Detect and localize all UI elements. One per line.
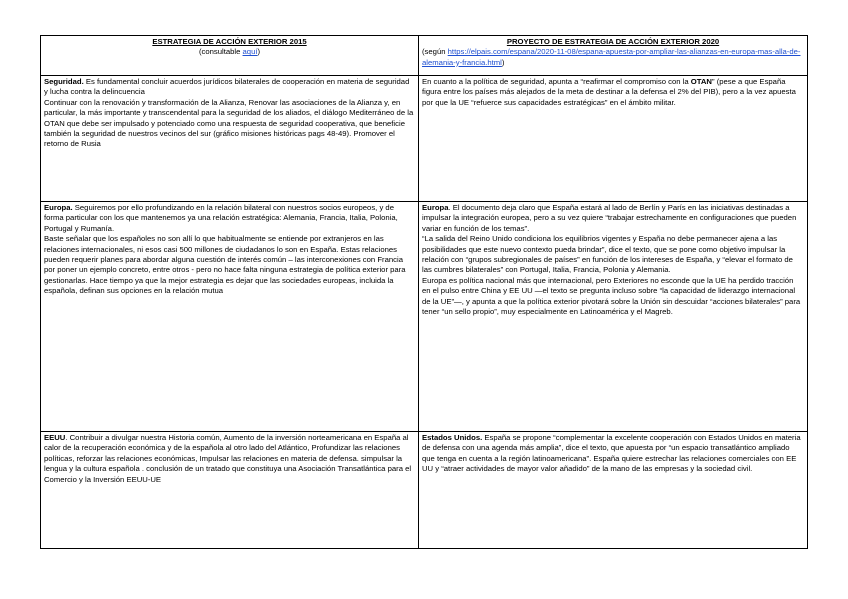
header-left-note-suffix: ): [257, 47, 261, 57]
europa-left-para1: [44, 203, 415, 234]
header-right-title: PROYECTO DE ESTRATEGIA DE ACCIÓN EXTERIOR 2020: [506, 37, 720, 46]
eeuu-left-text: . Contribuir a divulgar nuestra Historia común, Aumento de la inversión norteamericana en España al calor de la recuperación económica y de la española al otro lado del Atlántico, Profundizar las relaciones políticas, reforzar las relaciones económicas, Impulsar las relaciones en materia de defensa. simpulsar la lengua y la cultura española . conclusión de un tratado que constituya una Asociación Transatlántica para el Comercio y la Inversión EEUU-UE: [44, 433, 412, 484]
header-right-note-suffix: ): [501, 57, 505, 67]
header-row: [41, 36, 808, 76]
eeuu-right-cell: [419, 432, 808, 549]
europa-left-text: Seguiremos por ello profundizando en la relación bilateral con nuestros socios europeos, y de forma particular con los que mantenemos ya una relación estratégica: Alemania, Francia, Italia, Polonia, Portugal y Rumanía.: [44, 203, 398, 233]
header-right-cell: [419, 36, 808, 76]
europa-left-label: Europa.: [44, 203, 73, 212]
eeuu-left-label: EEUU: [44, 433, 66, 442]
row-seguridad: [41, 76, 808, 202]
seguridad-right-cell: [419, 76, 808, 202]
header-left-title: ESTRATEGIA DE ACCIÓN EXTERIOR 2015: [152, 37, 307, 46]
seguridad-right-bold: OTAN: [690, 77, 712, 86]
header-right-link[interactable]: https://elpais.com/espana/2020-11-08/espana-apuesta-por-ampliar-las-alianzas-en-europa-mas-alla-de-alemania-y-francia.html: [422, 47, 801, 67]
seguridad-right-text2: ” (pese a que España figura entre los países más alejados de la meta de destinar a la defensa el 2% del PIB), pero a la vez apuesta por que la UE “refuerce sus capacidades estratégicas” en el ámbito militar.: [422, 77, 796, 107]
seguridad-left-para1: [44, 77, 415, 98]
europa-right-para3: Europa es política nacional más que internacional, pero Exteriores no esconde que la UE ha perdido tracción en el pulso entre China y EE UU —el texto se pregunta incluso sobre “la capacidad de liderazgo internacional de la UE”—, y apunta a que la política exterior pivotará sobre la Unión sin descuidar “acciones bilaterales” para tener “un sello propio”, muy especialmente en Latinoamérica y el Magreb.: [422, 275, 801, 317]
europa-left-para2: Baste señalar que los españoles no son allí lo que habitualmente se entiende por extranjeros en las relaciones internacionales, ni esos casi 500 millones de ciudadanos lo son en España. Estas relaciones pueden requerir planes para abordar alguna cuestión de interés común – las interconexiones con Francia por poner un ejemplo concreto, entre otros - pero no hace falta ninguna estrategia de política exterior para gestionarlas. Hace tiempo ya que la mejor estrategia es dejar que las sociedades europeas, incluida la española, definan sus opciones en la relación mutua: [44, 234, 406, 296]
eeuu-right-text: España se propone “complementar la excelente cooperación con Estados Unidos en materia de defensa con una agenda más amplia”, dice el texto, que apuesta por “un espacio transatlántico ampliado que tenga en cuenta a la región latinoamericana”. España quiere estrechar las relaciones comerciales con EE UU y “atraer actividades de mayor valor añadido” de la mano de las empresas y la sociedad civil.: [422, 433, 801, 474]
seguridad-right-text: En cuanto a la política de seguridad, apunta a “reafirmar el compromiso con la: [422, 77, 691, 86]
eeuu-right-label: Estados Unidos.: [422, 433, 483, 442]
seguridad-left-para2: Continuar con la renovación y transformación de la Alianza, Renovar las asociaciones de la Alianza y, en particular, la más importante y transcendental para la seguridad de los aliados, el diálogo Mediterráneo de la OTAN que debe ser impulsado y potenciado como una respuesta de seguridad cooperativa, que beneficie también la seguridad de nuestros vecinos del sur (gráfico misiones históricas pags 48-49). Promover el retorno de Rusia: [44, 97, 414, 149]
europa-right-cell: [419, 202, 808, 432]
eeuu-left-cell: [41, 432, 419, 549]
europa-right-text: . El documento deja claro que España estará al lado de Berlín y París en las iniciativas destinadas a impulsar la integración europea, pero a su vez quiere “trabajar estrechamente en configuraciones que pueden variar en función de los temas”.: [422, 203, 797, 233]
comparison-table: [40, 35, 808, 549]
seguridad-left-text: Es fundamental concluir acuerdos jurídicos bilaterales de cooperación en materia de seguridad y lucha contra la delincuencia: [44, 77, 410, 97]
header-left-cell: [41, 36, 419, 76]
header-left-link[interactable]: aquí: [242, 47, 258, 57]
seguridad-left-label: Seguridad.: [44, 77, 84, 86]
header-right-note: [422, 47, 800, 66]
row-europa: [41, 202, 808, 432]
header-left-note: [199, 47, 260, 56]
europa-right-para1: [422, 203, 804, 234]
header-left-note-prefix: (consultable: [198, 47, 243, 57]
seguridad-left-cell: [41, 76, 419, 202]
europa-left-cell: [41, 202, 419, 432]
header-right-note-prefix: (según: [422, 47, 448, 57]
europa-right-para2: “La salida del Reino Unido condiciona los equilibrios vigentes y España no debe permanecer ajena a las posibilidades que este nuevo contexto pueda brindar”, dice el texto, que se pone como objetivo impulsar la relación con “grupos subregionales de países” en función de los intereses de España, y “elevar el formato de las cumbres bilaterales” con Portugal, Italia, Francia, Polonia y Alemania.: [422, 234, 793, 275]
row-eeuu: [41, 432, 808, 549]
europa-right-label: Europa: [422, 203, 449, 212]
